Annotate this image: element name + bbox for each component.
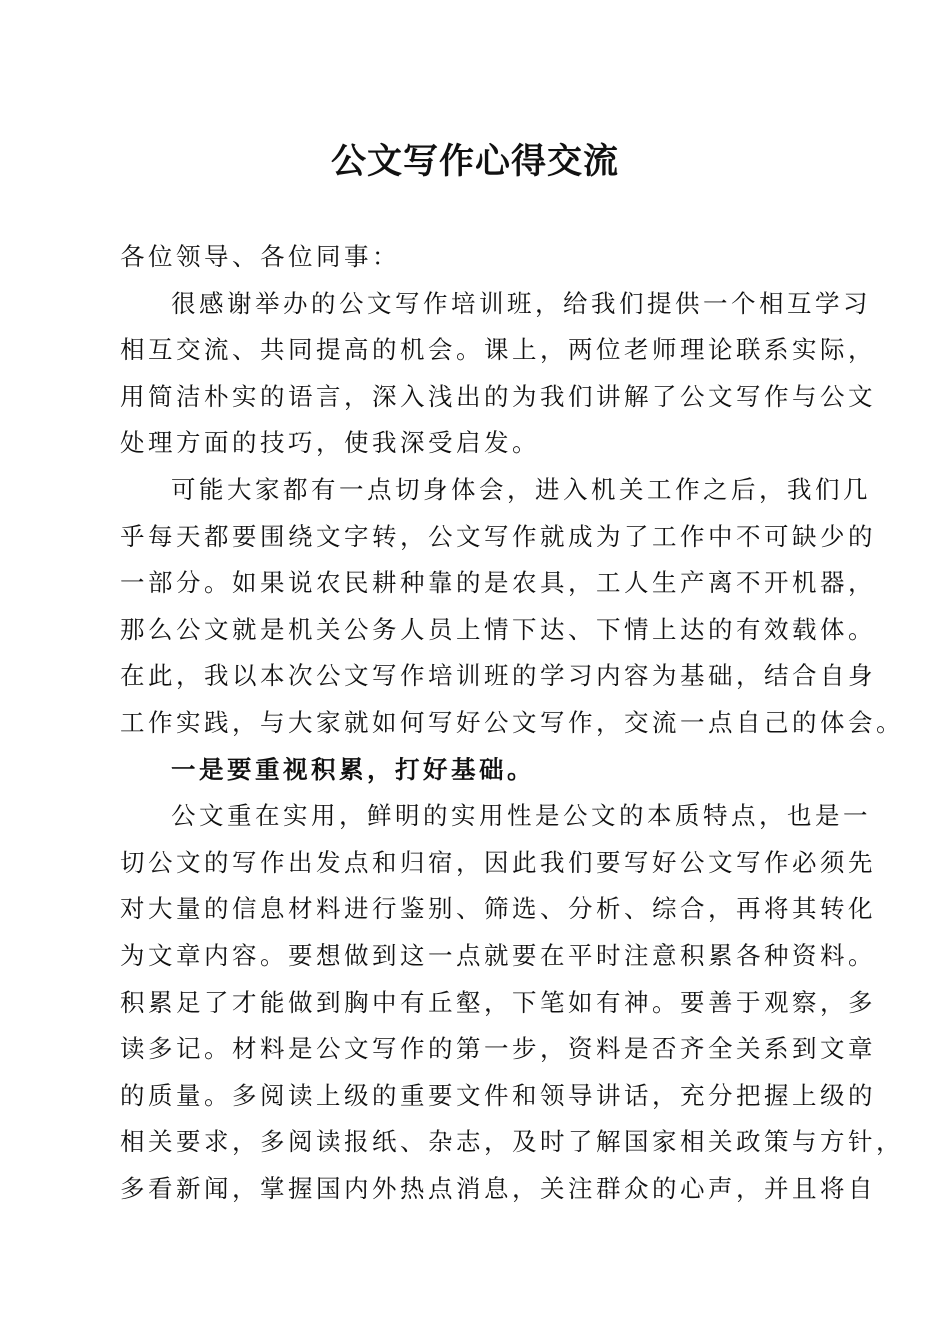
paragraph-1-line-2: 相互交流、共同提高的机会。课上，两位老师理论联系实际， [120, 335, 876, 365]
paragraph-3-line-1: 公文重在实用，鲜明的实用性是公文的本质特点，也是一 [171, 801, 871, 831]
paragraph-2-line-6: 工作实践，与大家就如何写好公文写作，交流一点自己的体会。 [120, 707, 904, 737]
paragraph-1-line-4: 处理方面的技巧，使我深受启发。 [120, 428, 540, 458]
paragraph-2-line-4: 那么公文就是机关公务人员上情下达、下情上达的有效载体。 [120, 614, 876, 644]
salutation: 各位领导、各位同事： [120, 242, 400, 271]
paragraph-2-line-3: 一部分。如果说农民耕种靠的是农具，工人生产离不开机器， [120, 568, 876, 598]
paragraph-3-line-7: 的质量。多阅读上级的重要文件和领导讲话，充分把握上级的 [120, 1080, 876, 1110]
paragraph-3-line-2: 切公文的写作出发点和归宿，因此我们要写好公文写作必须先 [120, 847, 876, 877]
paragraph-2-line-5: 在此，我以本次公文写作培训班的学习内容为基础，结合自身 [120, 661, 876, 691]
paragraph-3-line-6: 读多记。材料是公文写作的第一步，资料是否齐全关系到文章 [120, 1034, 876, 1064]
paragraph-3-line-5: 积累足了才能做到胸中有丘壑，下笔如有神。要善于观察，多 [120, 987, 876, 1017]
paragraph-3-line-3: 对大量的信息材料进行鉴别、筛选、分析、综合，再将其转化 [120, 894, 876, 924]
paragraph-3-line-9: 多看新闻，掌握国内外热点消息，关注群众的心声，并且将自 [120, 1173, 876, 1203]
document-body [120, 234, 904, 1212]
paragraph-3-line-8: 相关要求，多阅读报纸、杂志，及时了解国家相关政策与方针， [120, 1127, 904, 1157]
section-heading: 一是要重视积累，打好基础。 [171, 754, 535, 784]
paragraph-2-line-1: 可能大家都有一点切身体会，进入机关工作之后，我们几 [171, 474, 871, 504]
paragraph-2-line-2: 乎每天都要围绕文字转，公文写作就成为了工作中不可缺少的 [120, 521, 876, 551]
paragraph-1-line-1: 很感谢举办的公文写作培训班，给我们提供一个相互学习 [171, 288, 871, 318]
document-title: 公文写作心得交流 [330, 141, 619, 182]
paragraph-3-line-4: 为文章内容。要想做到这一点就要在平时注意积累各种资料。 [120, 940, 876, 970]
paragraph-1-line-3: 用简洁朴实的语言，深入浅出的为我们讲解了公文写作与公文 [120, 381, 876, 411]
